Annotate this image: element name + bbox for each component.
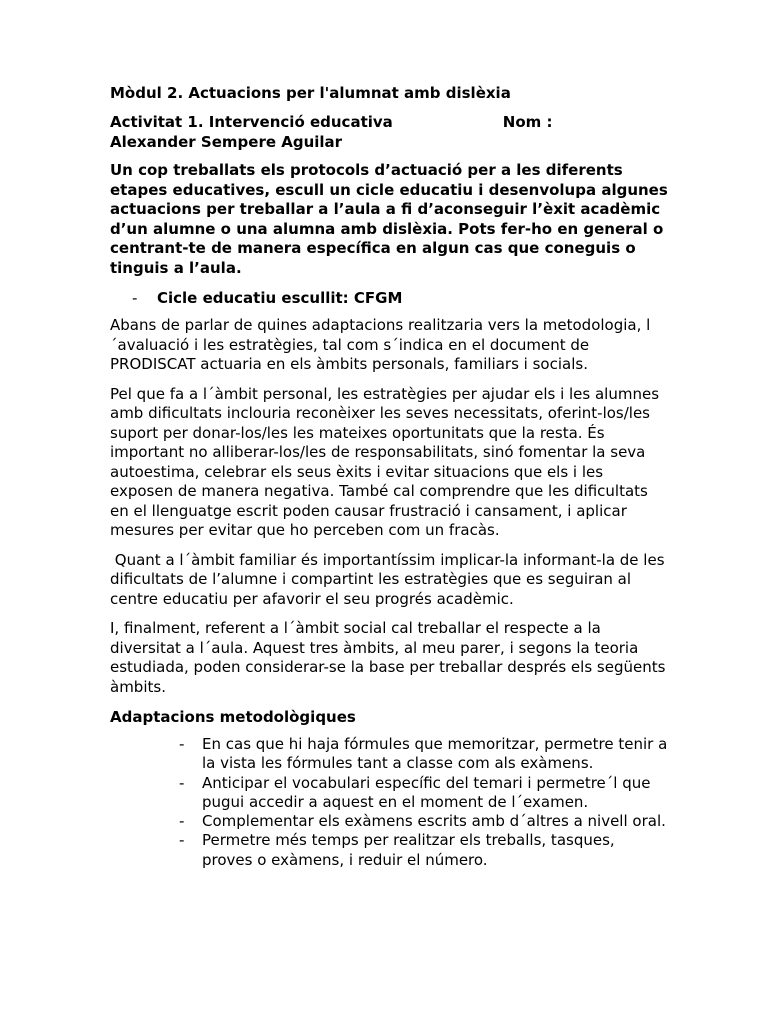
- activity-header: [110, 112, 668, 152]
- student-name: Alexander Sempere Aguilar: [110, 133, 343, 151]
- module-title: Mòdul 2. Actuacions per l'alumnat amb dislèxia: [110, 84, 511, 102]
- list-item-text: Complementar els exàmens escrits amb d´altres a nivell oral.: [202, 812, 666, 831]
- section-heading: Adaptacions metodològiques: [110, 708, 356, 726]
- list-item: [179, 831, 668, 870]
- bullet-dash: -: [179, 773, 185, 792]
- list-item: [179, 812, 668, 831]
- list-item-text: Anticipar el vocabulari específic del temari i permetre´l que pugui accedir a aquest en el moment de l´examen.: [202, 773, 651, 811]
- bullet-dash: -: [179, 735, 185, 753]
- bullet-dash: -: [179, 831, 185, 850]
- paragraph-social: I, finalment, referent a l´àmbit social cal treballar el respecte a la diversitat a l´aula. Aquest tres àmbits, al meu parer, i segons la teoria estudiada, poden considerar-se la base per treballar després els següents àmbits.: [110, 619, 666, 696]
- chosen-cycle: [110, 288, 668, 308]
- paragraph-intro: Abans de parlar de quines adaptacions realitzaria vers la metodologia, l´avaluació i les estratègies, tal com s´indica en el document de PRODISCAT actuaria en els àmbits personals, familiars i socials.: [110, 316, 651, 373]
- activity-prompt: Un cop treballats els protocols d’actuació per a les diferents etapes educatives, escull un cicle educatiu i desenvolupa algunes actuacions per treballar a l’aula a fi d’aconseguir l’èxit acadèmic d’un alumne o una alumna amb dislèxia. Pots fer-ho en general o centrant-te de manera específica en algun cas que coneguis o tinguis a l’aula.: [110, 161, 668, 277]
- adaptations-list: [110, 735, 668, 870]
- paragraph-personal: Pel que fa a l´àmbit personal, les estratègies per ajudar els i les alumnes amb dificultats inclouria reconèixer les seves necessitats, oferint-los/les suport per donar-los/les les mateixes oportunitats que la resta. És important no alliberar-los/les de responsabilitats, sinó fomentar la seva autoestima, celebrar els seus èxits i evitar situacions que els i les exposen de manera negativa. També cal comprendre que les dificultats en el llenguatge escrit poden causar frustració i cansament, i aplicar mesures per evitar que ho perceben com un fracàs.: [110, 384, 660, 539]
- list-item-text: En cas que hi haja fórmules que memoritzar, permetre tenir a la vista les fórmules tant a classe com als exàmens.: [202, 735, 668, 773]
- activity-label: Activitat 1. Intervenció educativa: [110, 113, 393, 131]
- paragraph-family: Quant a l´àmbit familiar és importantíssim implicar-la informant-la de les dificultats de l’alumne i compartint les estratègies que es seguiran al centre educatiu per afavorir el seu progrés acadèmic.: [110, 550, 670, 608]
- bullet-dash: -: [132, 289, 138, 307]
- name-label: Nom :: [502, 113, 553, 131]
- list-item: [179, 773, 668, 813]
- list-item: [179, 735, 668, 774]
- bullet-dash: -: [179, 812, 185, 831]
- list-item-text: Permetre més temps per realitzar els treballs, tasques, proves o exàmens, i reduir el número.: [202, 831, 615, 869]
- cycle-text: Cicle educatiu escullit: CFGM: [157, 289, 403, 307]
